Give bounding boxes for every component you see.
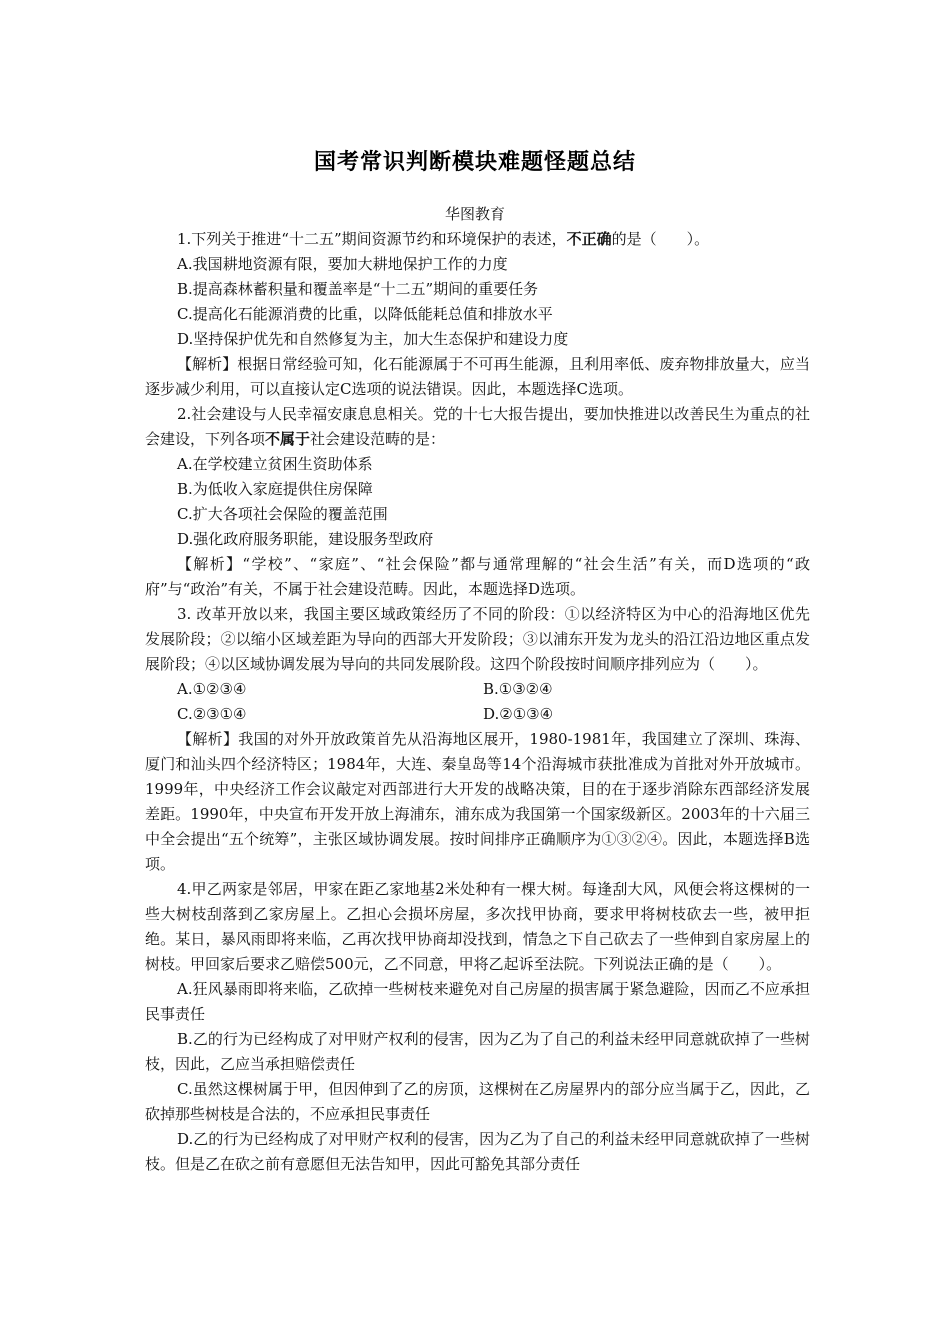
question-1-analysis: 【解析】根据日常经验可知，化石能源属于不可再生能源，且利用率低、废弃物排放量大，应当逐步减少利用，可以直接认定C选项的说法错误。因此，本题选择C选项。	[145, 355, 810, 398]
question-4-stem: 4.甲乙两家是邻居，甲家在距乙家地基2米处种有一棵大树。每逢刮大风，风便会将这棵树的一些大树枝刮落到乙家房屋上。乙担心会损坏房屋，多次找甲协商，要求甲将树枝砍去一些，被甲拒绝。某日，暴风雨即将来临，乙再次找甲协商却没找到，情急之下自己砍去了一些伸到自家房屋上的树枝。甲回家后要求乙赔偿500元，乙不同意，甲将乙起诉至法院。下列说法正确的是（ ）。	[145, 880, 810, 973]
question-3-option-d: D.②①③④	[483, 705, 554, 723]
question-2-option-c: C.扩大各项社会保险的覆盖范围	[177, 505, 388, 523]
question-2-option-d: D.强化政府服务职能，建设服务型政府	[177, 530, 434, 548]
emphasis: 不属于	[265, 430, 311, 448]
author: 华图教育	[444, 205, 505, 223]
document-body	[145, 227, 810, 1177]
question-3-stem: 3. 改革开放以来，我国主要区域政策经历了不同的阶段：①以经济特区为中心的沿海地区优先发展阶段；②以缩小区域差距为导向的西部大开发阶段；③以浦东开发为龙头的沿江沿边地区重点发展阶段；④以区域协调发展为导向的共同发展阶段。这四个阶段按时间顺序排列应为（ ）。	[145, 605, 810, 673]
question-3-option-c: C.②③①④	[177, 705, 247, 723]
page-title: 国考常识判断模块难题怪题总结	[313, 150, 636, 175]
question-3-analysis: 【解析】我国的对外开放政策首先从沿海地区展开，1980-1981年，我国建立了深圳、珠海、厦门和汕头四个经济特区；1984年，大连、秦皇岛等14个沿海城市获批准成为首批对外开放城市。1999年，中央经济工作会议敲定对西部进行大开发的战略决策，目的在于逐步消除东西部经济发展差距。1990年，中央宣布开发开放上海浦东，浦东成为我国第一个国家级新区。2003年的十六届三中全会提出“五个统筹”，主张区域协调发展。按时间排序正确顺序为①③②④。因此，本题选择B选项。	[145, 730, 810, 873]
question-4-option-b: B.乙的行为已经构成了对甲财产权利的侵害，因为乙为了自己的利益未经甲同意就砍掉了一些树枝，因此，乙应当承担赔偿责任	[145, 1030, 810, 1073]
question-2-analysis: 【解析】“学校”、“家庭”、“社会保险”都与通常理解的“社会生活”有关，而D选项的“政府”与“政治”有关，不属于社会建设范畴。因此，本题选择D选项。	[145, 555, 810, 598]
question-3-option-b: B.①③②④	[483, 680, 553, 698]
question-4-option-c: C.虽然这棵树属于甲，但因伸到了乙的房顶，这棵树在乙房屋界内的部分应当属于乙，因此，乙砍掉那些树枝是合法的，不应承担民事责任	[145, 1080, 810, 1123]
question-2-stem: 2.社会建设与人民幸福安康息息相关。党的十七大报告提出，要加快推进以改善民生为重点的社会建设，下列各项不属于社会建设范畴的是：	[145, 405, 810, 448]
question-3-options-row-2	[145, 702, 810, 727]
question-1-option-d: D.坚持保护优先和自然修复为主，加大生态保护和建设力度	[177, 330, 569, 348]
question-3-option-a: A.①②③④	[177, 680, 247, 698]
question-2-option-b: B.为低收入家庭提供住房保障	[177, 480, 373, 498]
question-2-option-a: A.在学校建立贫困生资助体系	[177, 455, 373, 473]
question-1-option-c: C.提高化石能源消费的比重，以降低能耗总值和排放水平	[177, 305, 553, 323]
emphasis: 不正确	[566, 230, 612, 248]
question-4-option-a: A.狂风暴雨即将来临，乙砍掉一些树枝来避免对自己房屋的损害属于紧急避险，因而乙不应承担民事责任	[145, 980, 810, 1023]
question-1-option-a: A.我国耕地资源有限，要加大耕地保护工作的力度	[177, 255, 508, 273]
question-1-stem: 1.下列关于推进“十二五”期间资源节约和环境保护的表述，不正确的是（ ）。	[177, 230, 710, 248]
question-1-option-b: B.提高森林蓄积量和覆盖率是“十二五”期间的重要任务	[177, 280, 539, 298]
question-3-options-row-1	[145, 677, 810, 702]
question-4-option-d: D.乙的行为已经构成了对甲财产权利的侵害，因为乙为了自己的利益未经甲同意就砍掉了一些树枝。但是乙在砍之前有意愿但无法告知甲，因此可豁免其部分责任	[145, 1130, 810, 1173]
